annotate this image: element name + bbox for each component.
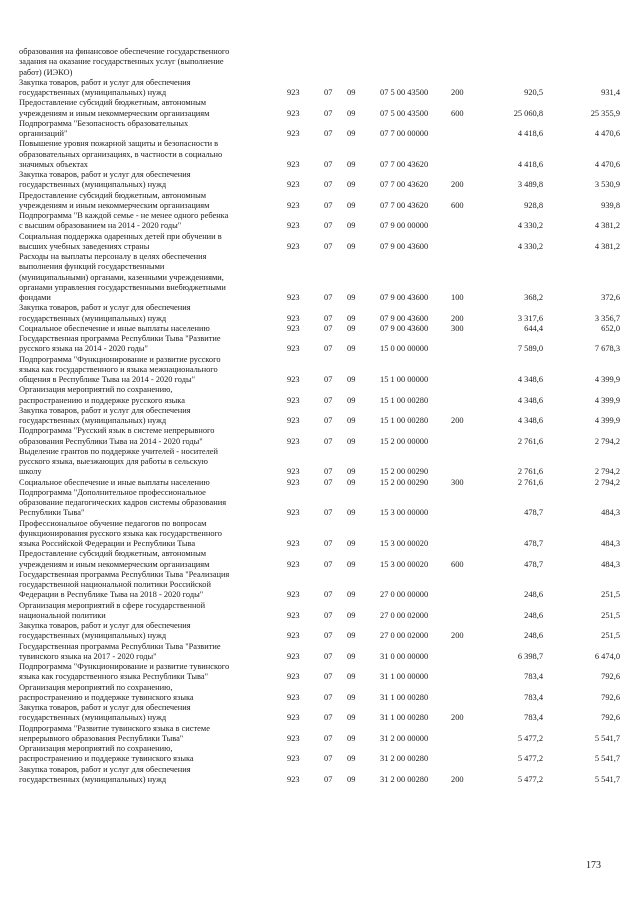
target-article-cell: 07 9 00 43600 — [380, 293, 429, 302]
subsection-code-cell: 09 — [347, 344, 356, 354]
department-code-cell: 923 — [287, 88, 300, 97]
row-description: Организация мероприятий по сохранению, распространению и поддержке русского языка — [19, 385, 185, 405]
target-article-cell: 07 9 00 43600 — [380, 313, 429, 323]
table-row — [0, 98, 640, 119]
amount-year1-cell: 478,7 — [524, 539, 543, 548]
amount-year2-cell: 7 678,3 — [594, 344, 620, 354]
subsection-code-cell: 09 — [347, 436, 356, 446]
expense-type-cell: 200 — [451, 416, 464, 425]
section-code-cell: 07 — [324, 221, 333, 231]
amount-year2-cell: 4 470,6 — [594, 159, 620, 169]
amount-year1-cell: 248,6 — [524, 610, 543, 620]
table-row — [0, 642, 640, 663]
row-description: Подпрограмма "Функционирование и развитие русского языка как государственного и языка межнационального общения в Республике Тыва на 2014 - 2020 годы" — [19, 354, 221, 384]
table-row — [0, 191, 640, 212]
department-code-cell: 923 — [287, 313, 300, 323]
row-description: образования на финансовое обеспечение государственного задания на оказание государственных услуг (выполнение работ) (ИЭКО) — [19, 47, 230, 77]
target-article-cell: 07 9 00 00000 — [380, 221, 429, 231]
amount-year2-cell: 931,4 — [601, 88, 620, 97]
amount-year1-cell: 928,8 — [524, 200, 543, 210]
table-row — [0, 139, 640, 170]
amount-year1-cell: 5 477,2 — [517, 774, 543, 784]
amount-year1-cell: 2 761,6 — [517, 467, 543, 477]
expense-type-cell: 200 — [451, 713, 464, 723]
subsection-code-cell: 09 — [347, 477, 356, 487]
target-article-cell: 15 3 00 00020 — [380, 539, 429, 548]
amount-year1-cell: 3 317,6 — [517, 313, 543, 323]
target-article-cell: 15 1 00 00000 — [380, 375, 429, 384]
department-code-cell: 923 — [287, 416, 300, 425]
subsection-code-cell: 09 — [347, 241, 356, 251]
row-description: Закупка товаров, работ и услуг для обеспечения государственных (муниципальных) нужд — [19, 764, 191, 784]
row-description: Закупка товаров, работ и услуг для обеспечения государственных (муниципальных) нужд — [19, 170, 191, 190]
table-row — [0, 478, 640, 488]
amount-year1-cell: 248,6 — [524, 631, 543, 641]
target-article-cell: 15 1 00 00280 — [380, 395, 429, 405]
row-description: Предоставление субсидий бюджетным, автономным учреждениям и иным некоммерческим организациям — [19, 98, 210, 118]
table-row — [0, 232, 640, 253]
amount-year1-cell: 25 060,8 — [513, 108, 543, 118]
subsection-code-cell: 09 — [347, 672, 356, 682]
section-code-cell: 07 — [324, 416, 333, 425]
target-article-cell: 07 9 00 43600 — [380, 323, 429, 333]
department-code-cell: 923 — [287, 436, 300, 446]
subsection-code-cell: 09 — [347, 200, 356, 210]
amount-year2-cell: 792,6 — [601, 672, 620, 682]
section-code-cell: 07 — [324, 200, 333, 210]
row-description: Социальная поддержка одаренных детей при обучении в высших учебных заведениях страны — [19, 231, 222, 251]
section-code-cell: 07 — [324, 539, 333, 548]
table-row — [0, 519, 640, 550]
row-description: Закупка товаров, работ и услуг для обеспечения государственных (муниципальных) нужд — [19, 77, 191, 97]
table-row — [0, 303, 640, 324]
row-description: Подпрограмма "В каждой семье - не менее одного ребенка с высшим образованием на 2014 - 2020 годы" — [19, 211, 229, 231]
row-description: Подпрограмма "Безопасность образовательных организаций" — [19, 118, 189, 138]
amount-year2-cell: 251,5 — [601, 631, 620, 641]
target-article-cell: 07 7 00 43620 — [380, 180, 429, 190]
row-description: Закупка товаров, работ и услуг для обеспечения государственных (муниципальных) нужд — [19, 703, 191, 723]
subsection-code-cell: 09 — [347, 631, 356, 641]
department-code-cell: 923 — [287, 672, 300, 682]
section-code-cell: 07 — [324, 108, 333, 118]
row-description: Государственная программа Республики Тыва "Развитие русского языка на 2014 - 2020 годы" — [19, 334, 221, 354]
amount-year2-cell: 5 541,7 — [594, 774, 620, 784]
subsection-code-cell: 09 — [347, 323, 356, 333]
table-row — [0, 744, 640, 765]
amount-year2-cell: 4 399,9 — [594, 416, 620, 425]
amount-year2-cell: 2 794,2 — [594, 477, 620, 487]
section-code-cell: 07 — [324, 88, 333, 97]
department-code-cell: 923 — [287, 631, 300, 641]
amount-year1-cell: 4 348,6 — [517, 375, 543, 384]
subsection-code-cell: 09 — [347, 713, 356, 723]
amount-year2-cell: 251,5 — [601, 590, 620, 600]
expense-type-cell: 600 — [451, 108, 464, 118]
amount-year2-cell: 4 381,2 — [594, 241, 620, 251]
subsection-code-cell: 09 — [347, 692, 356, 702]
expense-type-cell: 200 — [451, 313, 464, 323]
amount-year1-cell: 783,4 — [524, 672, 543, 682]
row-description: Социальное обеспечение и иные выплаты населению — [19, 323, 210, 333]
amount-year2-cell: 484,3 — [601, 508, 620, 518]
row-description: Подпрограмма "Развитие тувинского языка в системе непрерывного образования Республики Тыва" — [19, 723, 210, 743]
department-code-cell: 923 — [287, 610, 300, 620]
subsection-code-cell: 09 — [347, 651, 356, 661]
department-code-cell: 923 — [287, 713, 300, 723]
subsection-code-cell: 09 — [347, 416, 356, 425]
amount-year2-cell: 251,5 — [601, 610, 620, 620]
amount-year1-cell: 478,7 — [524, 559, 543, 569]
table-row — [0, 447, 640, 478]
target-article-cell: 15 2 00 00290 — [380, 477, 429, 487]
subsection-code-cell: 09 — [347, 293, 356, 302]
target-article-cell: 31 0 00 00000 — [380, 651, 429, 661]
section-code-cell: 07 — [324, 733, 333, 743]
department-code-cell: 923 — [287, 241, 300, 251]
amount-year2-cell: 652,0 — [601, 323, 620, 333]
subsection-code-cell: 09 — [347, 159, 356, 169]
amount-year1-cell: 4 330,2 — [517, 221, 543, 231]
amount-year1-cell: 644,4 — [524, 323, 543, 333]
target-article-cell: 31 1 00 00280 — [380, 713, 429, 723]
department-code-cell: 923 — [287, 467, 300, 477]
section-code-cell: 07 — [324, 293, 333, 302]
row-description: Организация мероприятий по сохранению, распространению и поддержке тувинского языка — [19, 744, 194, 764]
expense-type-cell: 200 — [451, 631, 464, 641]
table-row — [0, 683, 640, 704]
subsection-code-cell: 09 — [347, 539, 356, 548]
subsection-code-cell: 09 — [347, 395, 356, 405]
target-article-cell: 31 2 00 00280 — [380, 754, 429, 764]
row-description: Повышение уровня пожарной защиты и безопасности в образовательных организациях, в частности в социально значимых объектах — [19, 139, 223, 169]
table-row — [0, 662, 640, 683]
table-row — [0, 119, 640, 140]
table-row — [0, 252, 640, 303]
row-description: Закупка товаров, работ и услуг для обеспечения государственных (муниципальных) нужд — [19, 621, 191, 641]
department-code-cell: 923 — [287, 539, 300, 548]
target-article-cell: 15 2 00 00000 — [380, 436, 429, 446]
department-code-cell: 923 — [287, 129, 300, 138]
target-article-cell: 15 1 00 00280 — [380, 416, 429, 425]
section-code-cell: 07 — [324, 713, 333, 723]
table-row — [0, 385, 640, 406]
page-number: 173 — [586, 860, 601, 871]
section-code-cell: 07 — [324, 241, 333, 251]
amount-year1-cell: 368,2 — [524, 293, 543, 302]
section-code-cell: 07 — [324, 692, 333, 702]
table-row — [0, 703, 640, 724]
table-row — [0, 765, 640, 786]
amount-year2-cell: 2 794,2 — [594, 436, 620, 446]
amount-year1-cell: 4 348,6 — [517, 395, 543, 405]
department-code-cell: 923 — [287, 344, 300, 354]
amount-year2-cell: 372,6 — [601, 293, 620, 302]
row-description: Закупка товаров, работ и услуг для обеспечения государственных (муниципальных) нужд — [19, 405, 191, 425]
target-article-cell: 15 0 00 00000 — [380, 344, 429, 354]
table-row — [0, 334, 640, 355]
subsection-code-cell: 09 — [347, 774, 356, 784]
table-row — [0, 170, 640, 191]
row-description: Социальное обеспечение и иные выплаты населению — [19, 477, 210, 487]
amount-year1-cell: 2 761,6 — [517, 477, 543, 487]
department-code-cell: 923 — [287, 395, 300, 405]
section-code-cell: 07 — [324, 436, 333, 446]
amount-year2-cell: 484,3 — [601, 559, 620, 569]
subsection-code-cell: 09 — [347, 129, 356, 138]
amount-year2-cell: 6 474,0 — [594, 651, 620, 661]
department-code-cell: 923 — [287, 508, 300, 518]
subsection-code-cell: 09 — [347, 733, 356, 743]
section-code-cell: 07 — [324, 344, 333, 354]
department-code-cell: 923 — [287, 559, 300, 569]
section-code-cell: 07 — [324, 467, 333, 477]
target-article-cell: 31 1 00 00000 — [380, 672, 429, 682]
expense-type-cell: 300 — [451, 477, 464, 487]
target-article-cell: 31 1 00 00280 — [380, 692, 429, 702]
amount-year2-cell: 5 541,7 — [594, 754, 620, 764]
amount-year2-cell: 2 794,2 — [594, 467, 620, 477]
section-code-cell: 07 — [324, 631, 333, 641]
table-row — [0, 724, 640, 745]
department-code-cell: 923 — [287, 323, 300, 333]
amount-year2-cell: 4 470,6 — [594, 129, 620, 138]
section-code-cell: 07 — [324, 395, 333, 405]
subsection-code-cell: 09 — [347, 221, 356, 231]
section-code-cell: 07 — [324, 754, 333, 764]
subsection-code-cell: 09 — [347, 88, 356, 97]
amount-year2-cell: 4 399,9 — [594, 375, 620, 384]
row-description: Подпрограмма "Русский язык в системе непрерывного образования Республики Тыва на 2014 - 2020 годы" — [19, 426, 215, 446]
target-article-cell: 27 0 00 00000 — [380, 590, 429, 600]
target-article-cell: 15 2 00 00290 — [380, 467, 429, 477]
target-article-cell: 07 7 00 43620 — [380, 159, 429, 169]
section-code-cell: 07 — [324, 610, 333, 620]
row-description: Организация мероприятий в сфере государственной национальной политики — [19, 600, 206, 620]
target-article-cell: 15 3 00 00020 — [380, 559, 429, 569]
department-code-cell: 923 — [287, 590, 300, 600]
row-description: Подпрограмма "Функционирование и развитие тувинского языка как государственного языка Республики Тыва" — [19, 662, 230, 682]
target-article-cell: 07 5 00 43500 — [380, 88, 429, 97]
department-code-cell: 923 — [287, 733, 300, 743]
expense-type-cell: 300 — [451, 323, 464, 333]
section-code-cell: 07 — [324, 313, 333, 323]
subsection-code-cell: 09 — [347, 508, 356, 518]
section-code-cell: 07 — [324, 774, 333, 784]
target-article-cell: 07 5 00 43500 — [380, 108, 429, 118]
expense-type-cell: 200 — [451, 180, 464, 190]
table-row — [0, 488, 640, 519]
department-code-cell: 923 — [287, 774, 300, 784]
section-code-cell: 07 — [324, 559, 333, 569]
row-description: Государственная программа Республики Тыва "Развитие тувинского языка на 2017 - 2020 годы" — [19, 641, 221, 661]
table-row — [0, 324, 640, 334]
target-article-cell: 27 0 00 02000 — [380, 610, 429, 620]
row-description: Предоставление субсидий бюджетным, автономным учреждениям и иным некоммерческим организациям — [19, 190, 210, 210]
table-row — [0, 406, 640, 427]
section-code-cell: 07 — [324, 672, 333, 682]
amount-year1-cell: 6 398,7 — [517, 651, 543, 661]
section-code-cell: 07 — [324, 180, 333, 190]
section-code-cell: 07 — [324, 323, 333, 333]
table-row — [0, 211, 640, 232]
department-code-cell: 923 — [287, 293, 300, 302]
section-code-cell: 07 — [324, 590, 333, 600]
row-description: Подпрограмма "Дополнительное профессиональное образование педагогических кадров системы образования Республики Тыва" — [19, 487, 227, 518]
department-code-cell: 923 — [287, 477, 300, 487]
table-row — [0, 549, 640, 570]
amount-year2-cell: 4 399,9 — [594, 395, 620, 405]
target-article-cell: 07 9 00 43600 — [380, 241, 429, 251]
department-code-cell: 923 — [287, 221, 300, 231]
subsection-code-cell: 09 — [347, 559, 356, 569]
amount-year1-cell: 4 418,6 — [517, 159, 543, 169]
department-code-cell: 923 — [287, 159, 300, 169]
row-description: Организация мероприятий по сохранению, распространению и поддержке тувинского языка — [19, 682, 194, 702]
target-article-cell: 31 2 00 00280 — [380, 774, 429, 784]
section-code-cell: 07 — [324, 375, 333, 384]
amount-year1-cell: 783,4 — [524, 692, 543, 702]
amount-year1-cell: 5 477,2 — [517, 733, 543, 743]
department-code-cell: 923 — [287, 108, 300, 118]
subsection-code-cell: 09 — [347, 108, 356, 118]
amount-year2-cell: 792,6 — [601, 692, 620, 702]
amount-year2-cell: 4 381,2 — [594, 221, 620, 231]
subsection-code-cell: 09 — [347, 754, 356, 764]
expense-type-cell: 100 — [451, 293, 464, 302]
amount-year1-cell: 2 761,6 — [517, 436, 543, 446]
amount-year2-cell: 25 355,9 — [590, 108, 620, 118]
subsection-code-cell: 09 — [347, 313, 356, 323]
amount-year1-cell: 248,6 — [524, 590, 543, 600]
subsection-code-cell: 09 — [347, 180, 356, 190]
department-code-cell: 923 — [287, 180, 300, 190]
amount-year1-cell: 5 477,2 — [517, 754, 543, 764]
target-article-cell: 07 7 00 00000 — [380, 129, 429, 138]
expense-type-cell: 200 — [451, 774, 464, 784]
row-description: Выделение грантов по поддержке учителей - носителей русского языка, выезжающих для работы в сельскую школу — [19, 446, 218, 477]
amount-year1-cell: 478,7 — [524, 508, 543, 518]
department-code-cell: 923 — [287, 754, 300, 764]
table-row — [0, 355, 640, 386]
row-description: Закупка товаров, работ и услуг для обеспечения государственных (муниципальных) нужд — [19, 303, 191, 323]
amount-year1-cell: 3 489,8 — [517, 180, 543, 190]
section-code-cell: 07 — [324, 508, 333, 518]
target-article-cell: 31 2 00 00000 — [380, 733, 429, 743]
row-description: Расходы на выплаты персоналу в целях обеспечения выполнения функций государственными (муниципальными) органами, казенными учреждениями, органами управления государственными внебюджетными фондами — [19, 252, 226, 302]
subsection-code-cell: 09 — [347, 610, 356, 620]
amount-year2-cell: 484,3 — [601, 539, 620, 548]
amount-year1-cell: 4 348,6 — [517, 416, 543, 425]
target-article-cell: 15 3 00 00000 — [380, 508, 429, 518]
row-description: Предоставление субсидий бюджетным, автономным учреждениям и иным некоммерческим организациям — [19, 549, 210, 569]
section-code-cell: 07 — [324, 129, 333, 138]
amount-year2-cell: 5 541,7 — [594, 733, 620, 743]
amount-year2-cell: 792,6 — [601, 713, 620, 723]
subsection-code-cell: 09 — [347, 375, 356, 384]
amount-year2-cell: 939,8 — [601, 200, 620, 210]
target-article-cell: 27 0 00 02000 — [380, 631, 429, 641]
amount-year2-cell: 3 356,7 — [594, 313, 620, 323]
department-code-cell: 923 — [287, 375, 300, 384]
table-row — [0, 601, 640, 622]
table-row — [0, 570, 640, 601]
amount-year1-cell: 4 330,2 — [517, 241, 543, 251]
department-code-cell: 923 — [287, 200, 300, 210]
section-code-cell: 07 — [324, 477, 333, 487]
expense-type-cell: 600 — [451, 200, 464, 210]
budget-table — [0, 47, 640, 785]
row-description: Государственная программа Республики Тыва "Реализация государственной национальной политики Российской Федерации в Республике Тыва на 2018 - 2020 годы" — [19, 569, 230, 600]
department-code-cell: 923 — [287, 651, 300, 661]
section-code-cell: 07 — [324, 651, 333, 661]
table-row — [0, 426, 640, 447]
table-row — [0, 78, 640, 99]
table-row — [0, 47, 640, 78]
expense-type-cell: 200 — [451, 88, 464, 97]
department-code-cell: 923 — [287, 692, 300, 702]
amount-year1-cell: 7 589,0 — [517, 344, 543, 354]
target-article-cell: 07 7 00 43620 — [380, 200, 429, 210]
amount-year1-cell: 920,5 — [524, 88, 543, 97]
amount-year1-cell: 783,4 — [524, 713, 543, 723]
table-row — [0, 621, 640, 642]
subsection-code-cell: 09 — [347, 590, 356, 600]
expense-type-cell: 600 — [451, 559, 464, 569]
subsection-code-cell: 09 — [347, 467, 356, 477]
section-code-cell: 07 — [324, 159, 333, 169]
amount-year2-cell: 3 530,9 — [594, 180, 620, 190]
amount-year1-cell: 4 418,6 — [517, 129, 543, 138]
row-description: Профессиональное обучение педагогов по вопросам функционирования русского языка как государственного языка Российской Федерации и Республики Тыва — [19, 518, 222, 548]
